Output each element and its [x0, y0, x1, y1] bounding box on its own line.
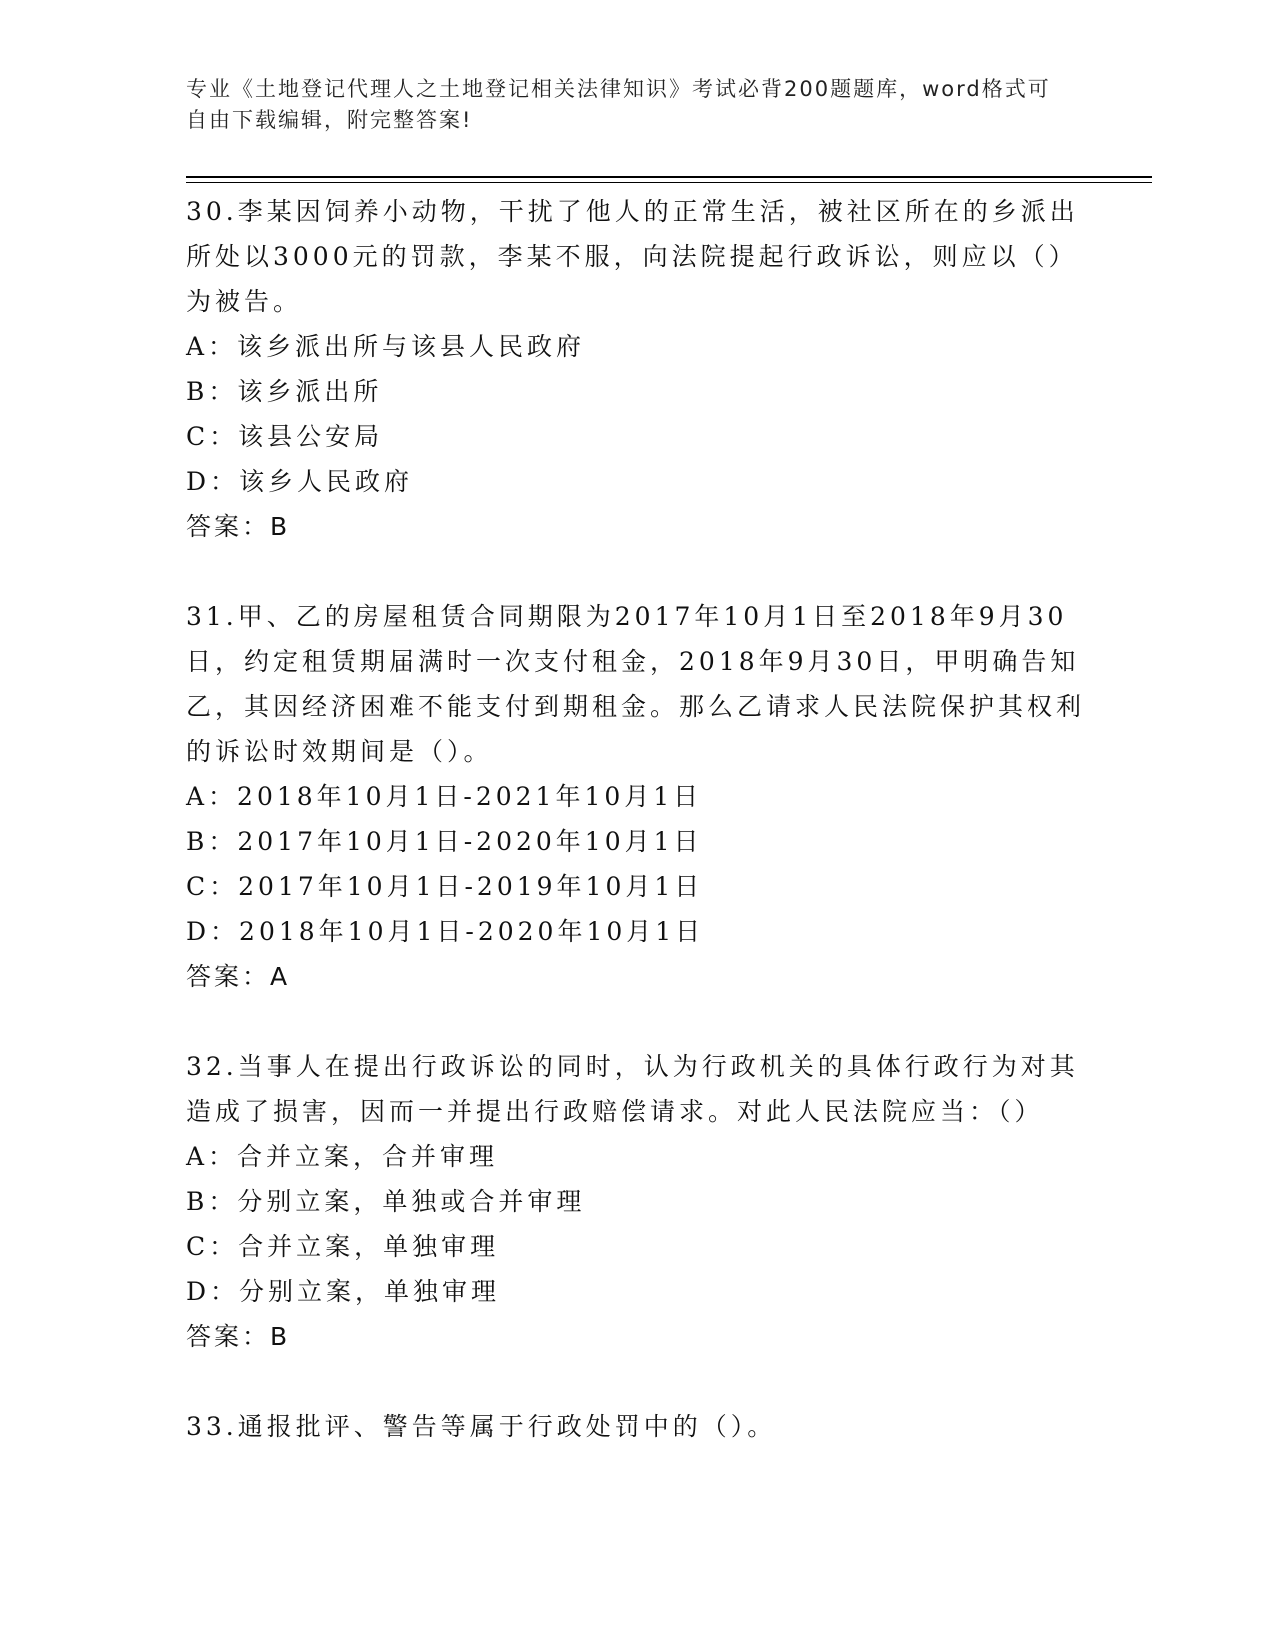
- question-33: [186, 1404, 1086, 1449]
- answer-line: 答案：A: [186, 962, 291, 991]
- header-rule-thin: [186, 182, 1152, 183]
- document-header: 专业《土地登记代理人之土地登记相关法律知识》考试必背200题题库，word格式可自由下载编辑，附完整答案!: [186, 77, 1051, 132]
- answer-line: 答案：B: [186, 1322, 291, 1351]
- question-spacer: [186, 549, 1086, 594]
- option-a: A：该乡派出所与该县人民政府: [186, 332, 586, 361]
- option-c: C：该县公安局: [186, 422, 384, 451]
- question-spacer: [186, 1359, 1086, 1404]
- question-stem: 30.李某因饲养小动物，干扰了他人的正常生活，被社区所在的乡派出所处以3000元的罚款，李某不服，向法院提起行政诉讼，则应以（）为被告。: [186, 197, 1079, 316]
- option-a: A：合并立案，合并审理: [186, 1142, 499, 1171]
- header-rule-thick: [186, 176, 1152, 178]
- question-32: [186, 1044, 1086, 1359]
- question-spacer: [186, 999, 1086, 1044]
- option-b: B：该乡派出所: [186, 377, 383, 406]
- question-30: [186, 189, 1086, 549]
- answer-line: 答案：B: [186, 512, 291, 541]
- option-b: B：分别立案，单独或合并审理: [186, 1187, 586, 1216]
- question-stem: 31.甲、乙的房屋租赁合同期限为2017年10月1日至2018年9月30日，约定租赁期届满时一次支付租金，2018年9月30日，甲明确告知乙，其因经济困难不能支付到期租金。那么乙请求人民法院保护其权利的诉讼时效期间是（）。: [186, 602, 1086, 766]
- option-c: C：2017年10月1日-2019年10月1日: [186, 872, 704, 901]
- question-stem: 33.通报批评、警告等属于行政处罚中的（）。: [186, 1412, 777, 1441]
- option-d: D：分别立案，单独审理: [186, 1277, 501, 1306]
- question-list: [186, 189, 1086, 1449]
- option-a: A：2018年10月1日-2021年10月1日: [186, 782, 703, 811]
- option-d: D：该乡人民政府: [186, 467, 414, 496]
- option-c: C：合并立案，单独审理: [186, 1232, 500, 1261]
- question-stem: 32.当事人在提出行政诉讼的同时，认为行政机关的具体行政行为对其造成了损害，因而一并提出行政赔偿请求。对此人民法院应当：（）: [186, 1052, 1079, 1126]
- option-d: D：2018年10月1日-2020年10月1日: [186, 917, 705, 946]
- option-b: B：2017年10月1日-2020年10月1日: [186, 827, 703, 856]
- question-31: [186, 594, 1086, 999]
